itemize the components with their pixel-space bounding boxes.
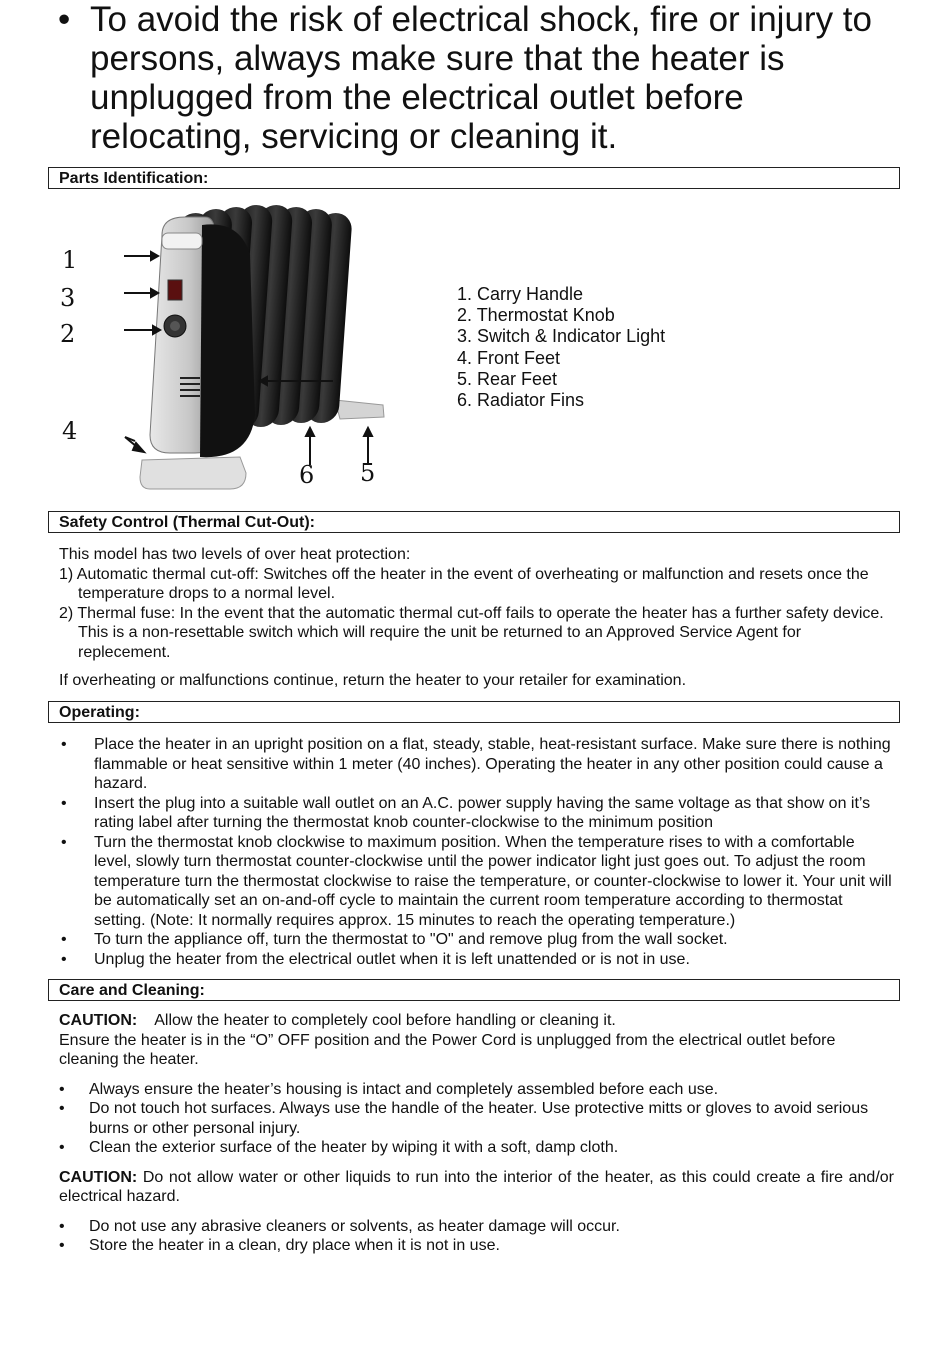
care-item-text: Always ensure the heater’s housing is intact and completely assembled before each use.: [89, 1080, 719, 1098]
bullet: •: [61, 931, 67, 948]
bullet: •: [59, 1139, 65, 1156]
care-heading: Care and Cleaning:: [48, 979, 900, 1001]
caution-label: CAUTION:: [59, 1168, 138, 1186]
list-item: [59, 950, 894, 970]
callout-1: 1: [62, 246, 78, 274]
care-caution-1: [59, 1011, 894, 1031]
parts-heading: Parts Identification:: [48, 167, 900, 189]
list-item: [59, 930, 894, 950]
list-item: [59, 1236, 894, 1256]
safety-footer: If overheating or malfunctions continue, return the heater to your retailer for examination.: [59, 672, 687, 689]
care-ensure: Ensure the heater is in the “O” OFF position and the Power Cord is unplugged from the electrical outlet before cleaning the heater.: [59, 1031, 836, 1068]
operating-item-text: Turn the thermostat knob clockwise to maximum position. When the temperature rises to with a comfortable level, slowly turn thermostat counter-clockwise until the power indicator light just goes out. To adjust the room temperature turn the thermostat clockwise to raise the temperature, or counter-clockwise to lower it. Your unit will be automatically set an on-and-off cycle to maintain the current room temperature according to thermostat setting. (Note: It normally requires approx. 15 minutes to reach the operating temperature.): [94, 833, 892, 929]
care-item-text: Clean the exterior surface of the heater by wiping it with a soft, damp cloth.: [89, 1139, 619, 1156]
part-item: 5. Rear Feet: [457, 368, 558, 389]
heater-figure: [50, 195, 410, 495]
list-item: [59, 1217, 894, 1237]
care-list-1: [59, 1080, 894, 1158]
list-item: [59, 1080, 894, 1100]
list-item: [59, 735, 894, 794]
bullet: •: [59, 1080, 65, 1098]
callout-3: 3: [60, 284, 76, 312]
parts-list: [457, 284, 665, 411]
callout-4: 4: [62, 417, 78, 445]
callout-5: 5: [360, 459, 376, 487]
part-item: 2. Thermostat Knob: [457, 305, 615, 326]
bullet: •: [61, 833, 67, 851]
intro-bullet: •: [58, 0, 71, 39]
part-item: 3. Switch & Indicator Light: [457, 326, 666, 347]
care-list-2: [59, 1217, 894, 1256]
list-item: [59, 1099, 894, 1138]
bullet: •: [59, 1100, 65, 1117]
caution-text: Do not allow water or other liquids to run into the interior of the heater, as this could create a fire and/or electrical hazard.: [59, 1168, 895, 1205]
operating-item-text: Unplug the heater from the electrical outlet when it is left unattended or is not in use.: [94, 950, 690, 968]
list-item: [59, 1138, 894, 1158]
operating-list: [59, 735, 894, 969]
bullet: •: [61, 736, 67, 753]
care-section: [59, 1011, 894, 1256]
caution-text: Allow the heater to completely cool before handling or cleaning it.: [154, 1012, 616, 1029]
safety-heading: Safety Control (Thermal Cut-Out):: [48, 511, 900, 533]
caution-label: CAUTION:: [59, 1012, 138, 1029]
part-item: 4. Front Feet: [457, 347, 561, 368]
safety-intro: This model has two levels of over heat protection:: [59, 546, 411, 563]
operating-heading: Operating:: [48, 701, 900, 723]
intro-text: To avoid the risk of electrical shock, fire or injury to persons, always make sure that the heater is unplugged from the electrical outlet before relocating, servicing or cleaning it.: [90, 0, 872, 156]
care-item-text: Do not touch hot surfaces. Always use the handle of the heater. Use protective mitts or gloves to avoid serious burns or other personal injury.: [89, 1100, 869, 1137]
care-item-text: Store the heater in a clean, dry place when it is not in use.: [89, 1237, 500, 1254]
operating-item-text: To turn the appliance off, turn the thermostat to "O" and remove plug from the wall socket.: [94, 931, 728, 948]
bullet: •: [61, 794, 67, 812]
bullet: •: [59, 1237, 65, 1254]
part-item: 6. Radiator Fins: [457, 390, 585, 411]
operating-item-text: Insert the plug into a suitable wall outlet on an A.C. power supply having the same voltage as that show on it’s rating label after turning the thermostat knob counter-clockwise to the minimum position: [94, 794, 871, 831]
care-caution-2: [59, 1168, 894, 1207]
safety-section: [59, 545, 894, 691]
care-item-text: Do not use any abrasive cleaners or solvents, as heater damage will occur.: [89, 1217, 620, 1235]
list-item: [59, 794, 894, 833]
operating-item-text: Place the heater in an upright position on a flat, steady, stable, heat-resistant surface. Make sure there is nothing flammable or heat sensitive within 1 meter (40 inches). Operating the heater in any other position could cause a hazard.: [94, 736, 891, 792]
bullet: •: [59, 1217, 65, 1235]
safety-item: 2) Thermal fuse: In the event that the automatic thermal cut-off fails to operate the heater has a further safety device. This is a non-resettable switch which will require the unit be returned to an Approved Service Agent for replecement.: [59, 604, 884, 661]
callout-2: 2: [60, 320, 76, 348]
safety-item: 1) Automatic thermal cut-off: Switches off the heater in the event of overheating or malfunction and resets once the temperature drops to a normal level.: [59, 565, 869, 602]
intro-warning: [58, 0, 908, 156]
callout-6: 6: [299, 461, 315, 489]
heater-illustration: [50, 195, 410, 495]
list-item: [59, 833, 894, 931]
part-item: 1. Carry Handle: [457, 284, 584, 304]
bullet: •: [61, 950, 67, 968]
